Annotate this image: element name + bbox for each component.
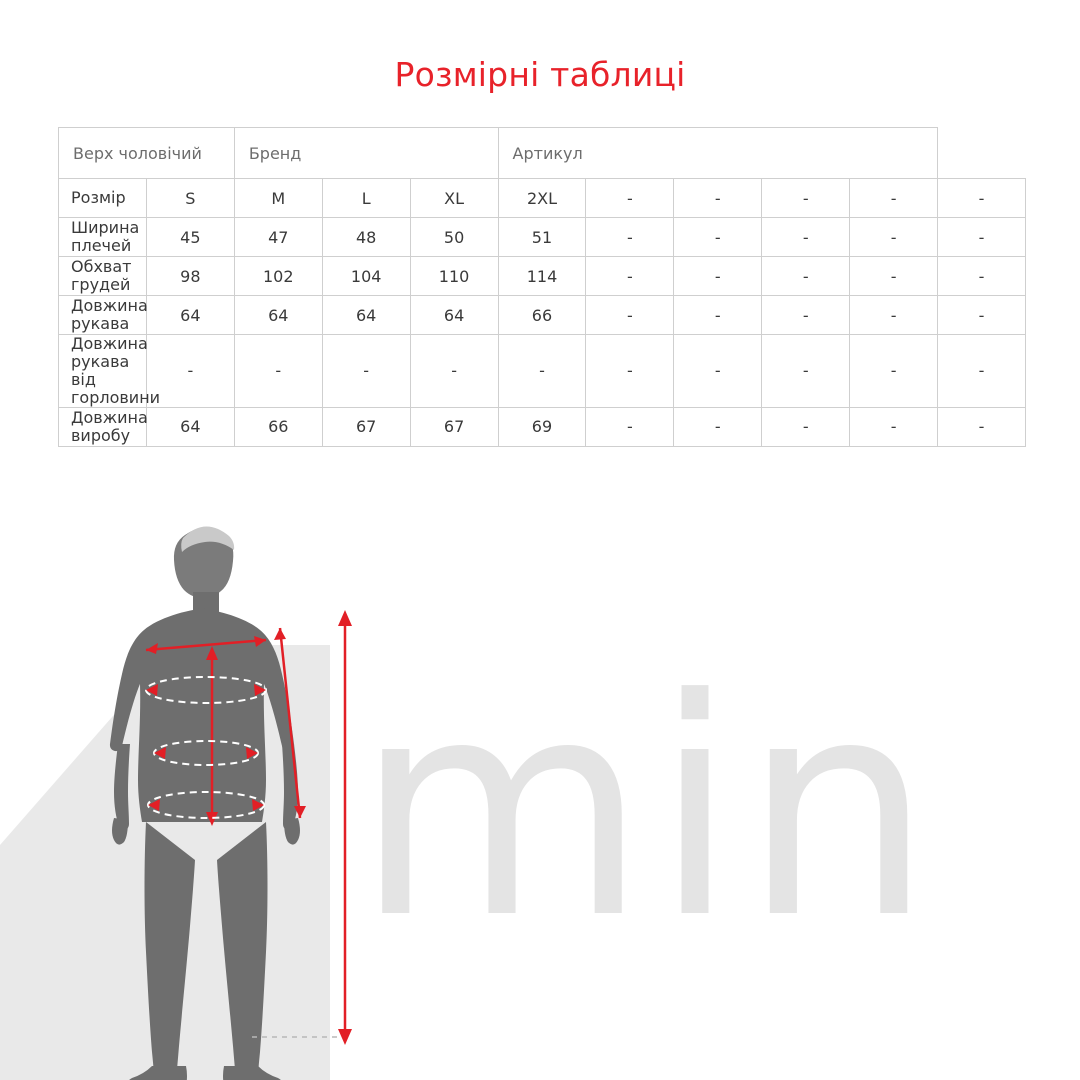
cell: - [146,335,234,408]
cell: - [850,179,938,218]
cell: 48 [322,218,410,257]
row-label: Розмір [59,179,147,218]
cell: 110 [410,257,498,296]
cell: 64 [410,296,498,335]
table-row [59,296,1026,335]
cell: - [674,335,762,408]
table-row [59,179,1026,218]
cell: - [850,257,938,296]
cell: - [850,407,938,446]
cell: 2XL [498,179,586,218]
cell: - [938,335,1026,408]
cell: - [586,257,674,296]
cell: - [586,179,674,218]
cell: 98 [146,257,234,296]
row-label: Довжина рукава [59,296,147,335]
cell: - [762,218,850,257]
cell: - [762,335,850,408]
table-row [59,407,1026,446]
body-measurement-figure [0,500,420,1080]
cell: 102 [234,257,322,296]
header-article: Артикул [498,128,938,179]
size-table-container [58,127,1026,447]
cell: - [762,179,850,218]
cell: 66 [498,296,586,335]
cell: - [498,335,586,408]
cell: 114 [498,257,586,296]
cell: - [938,407,1026,446]
cell: - [586,407,674,446]
watermark-logo: min [355,635,939,984]
cell: - [762,296,850,335]
table-row [59,257,1026,296]
table-header-row [59,128,1026,179]
cell: 67 [410,407,498,446]
cell: - [586,218,674,257]
cell: - [938,179,1026,218]
page-title: Розмірні таблиці [394,55,686,94]
table-row [59,335,1026,408]
cell: 104 [322,257,410,296]
cell: 64 [146,407,234,446]
cell: - [850,296,938,335]
cell: 64 [146,296,234,335]
cell: - [234,335,322,408]
cell: - [850,335,938,408]
table-row [59,218,1026,257]
header-category: Верх чоловічий [59,128,235,179]
cell: - [850,218,938,257]
cell: - [938,296,1026,335]
row-label: Довжина рукава від горловини [59,335,147,408]
cell: - [762,407,850,446]
cell: S [146,179,234,218]
cell: XL [410,179,498,218]
cell: - [322,335,410,408]
cell: - [674,407,762,446]
cell: 51 [498,218,586,257]
cell: - [586,335,674,408]
size-table [58,127,1026,447]
cell: - [674,179,762,218]
header-brand: Бренд [234,128,498,179]
row-label: Обхват грудей [59,257,147,296]
cell: - [410,335,498,408]
cell: L [322,179,410,218]
cell: 50 [410,218,498,257]
cell: M [234,179,322,218]
cell: - [762,257,850,296]
cell: - [674,296,762,335]
cell: 64 [322,296,410,335]
cell: 47 [234,218,322,257]
cell: - [674,218,762,257]
cell: 69 [498,407,586,446]
row-label: Ширина плечей [59,218,147,257]
cell: 45 [146,218,234,257]
cell: 64 [234,296,322,335]
cell: 66 [234,407,322,446]
row-label: Довжина виробу [59,407,147,446]
cell: - [938,218,1026,257]
cell: 67 [322,407,410,446]
cell: - [586,296,674,335]
cell: - [674,257,762,296]
cell: - [938,257,1026,296]
